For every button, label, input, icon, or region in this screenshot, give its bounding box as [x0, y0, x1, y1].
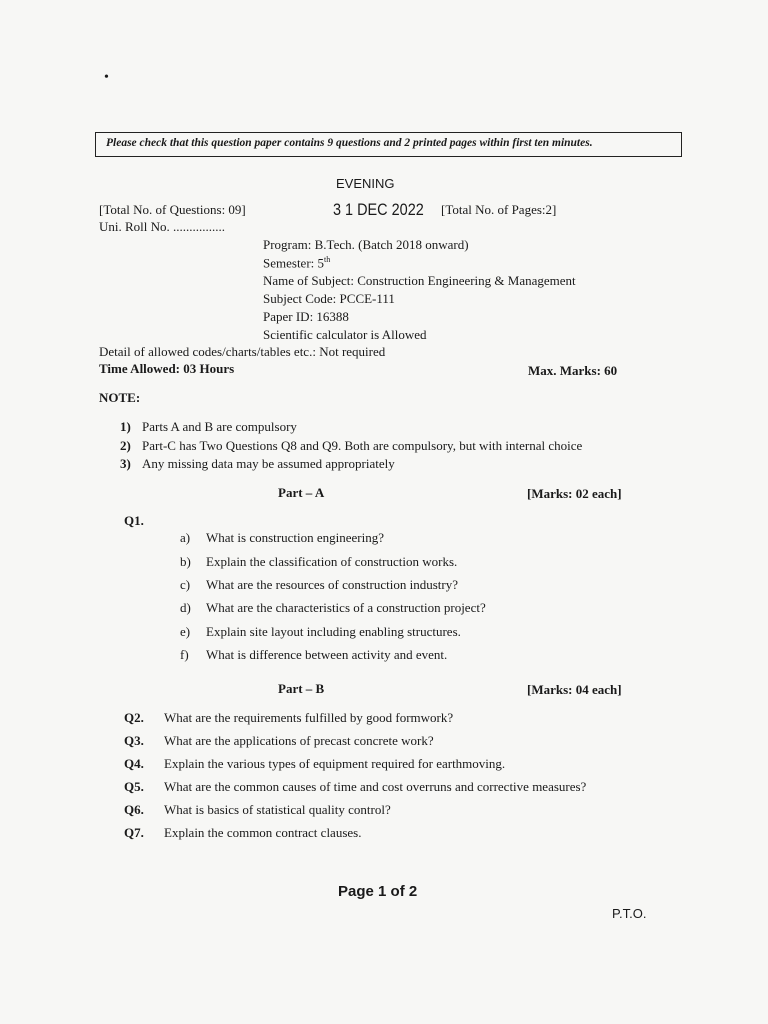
question-text: Explain the various types of equipment required for earthmoving.	[164, 756, 506, 771]
note-item-text: Part-C has Two Questions Q8 and Q9. Both are compulsory, but with internal choice	[142, 438, 583, 453]
subpart-text: What are the characteristics of a construction project?	[206, 600, 486, 615]
allowed-codes: Detail of allowed codes/charts/tables etc.: Not required	[99, 344, 386, 359]
note-item-number: 1)	[120, 419, 131, 434]
note-item-text: Parts A and B are compulsory	[142, 419, 297, 434]
subpart-text: Explain site layout including enabling structures.	[206, 624, 461, 639]
note-heading: NOTE:	[99, 390, 141, 405]
subpart-label: e)	[180, 624, 191, 639]
part-b-marks: [Marks: 04 each]	[527, 682, 622, 697]
note-item-number: 3)	[120, 456, 131, 471]
semester-text: Semester: 5	[263, 255, 325, 271]
subject-code: Subject Code: PCCE-111	[263, 291, 395, 306]
stray-mark: •	[104, 70, 109, 85]
question-label: Q3.	[124, 733, 144, 748]
note-item-number: 2)	[120, 438, 131, 453]
question-label: Q4.	[124, 756, 144, 771]
question-text: What is basics of statistical quality control?	[164, 802, 391, 817]
question-text: What are the requirements fulfilled by good formwork?	[164, 710, 454, 725]
question-text: What are the common causes of time and cost overruns and corrective measures?	[164, 779, 587, 794]
semester	[263, 255, 330, 271]
part-a-marks: [Marks: 02 each]	[527, 486, 622, 501]
question-label: Q2.	[124, 710, 144, 725]
semester-superscript: th	[324, 255, 331, 264]
program: Program: B.Tech. (Batch 2018 onward)	[263, 237, 469, 252]
notice-box	[95, 132, 682, 157]
question-text: What are the applications of precast concrete work?	[164, 733, 434, 748]
subpart-text: What is difference between activity and event.	[206, 647, 448, 662]
question-text: Explain the common contract clauses.	[164, 825, 362, 840]
question-label: Q7.	[124, 825, 144, 840]
subpart-label: d)	[180, 600, 191, 615]
notice-text: Please check that this question paper contains 9 questions and 2 printed pages within first ten minutes.	[106, 137, 593, 149]
subpart-text: Explain the classification of construction works.	[206, 554, 458, 569]
subpart-label: b)	[180, 554, 191, 569]
date-stamp: 3 1 DEC 2022	[333, 200, 424, 219]
question-label: Q6.	[124, 802, 144, 817]
part-a-title: Part – A	[278, 485, 325, 500]
total-pages: [Total No. of Pages:2]	[441, 202, 557, 217]
max-marks: Max. Marks: 60	[528, 363, 618, 378]
calculator-note: Scientific calculator is Allowed	[263, 327, 427, 342]
roll-number: Uni. Roll No. ................	[99, 219, 226, 234]
note-item-text: Any missing data may be assumed appropriately	[142, 456, 395, 471]
subpart-label: f)	[180, 647, 189, 662]
question-label-q1: Q1.	[124, 513, 144, 528]
subject-name: Name of Subject: Construction Engineering & Management	[263, 273, 576, 288]
subpart-text: What are the resources of construction industry?	[206, 577, 458, 592]
paper-id: Paper ID: 16388	[263, 309, 349, 324]
total-questions: [Total No. of Questions: 09]	[99, 202, 246, 217]
question-label: Q5.	[124, 779, 144, 794]
pto-label: P.T.O.	[612, 906, 647, 921]
part-b-title: Part – B	[278, 681, 325, 696]
page-number: Page 1 of 2	[338, 883, 418, 900]
subpart-text: What is construction engineering?	[206, 530, 384, 545]
subpart-label: c)	[180, 577, 191, 592]
shift-label: EVENING	[336, 176, 395, 191]
time-allowed: Time Allowed: 03 Hours	[99, 361, 235, 376]
subpart-label: a)	[180, 530, 191, 545]
